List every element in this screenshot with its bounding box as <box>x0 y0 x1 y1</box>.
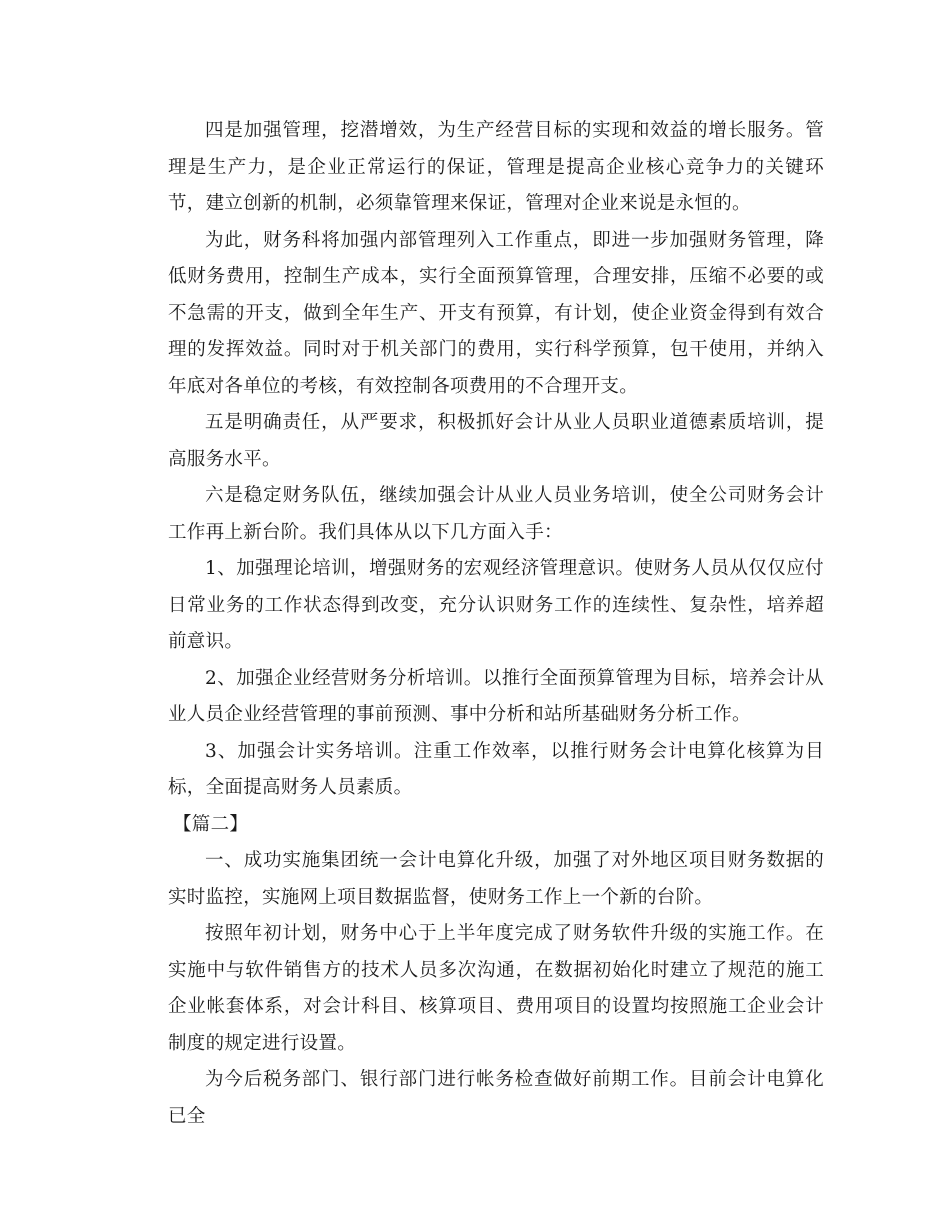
section-heading: 【篇二】 <box>173 813 249 835</box>
paragraph: 四是加强管理，挖潜增效，为生产经营目标的实现和效益的增长服务。管理是生产力，是企业正常运行的保证，管理是提高企业核心竞争力的关键环节，建立创新的机制，必须靠管理来保证，管理对企业来说是永恒的。 <box>168 120 824 214</box>
paragraph: 1、加强理论培训，增强财务的宏观经济管理意识。使财务人员从仅仅应付日常业务的工作状态得到改变，充分认识财务工作的连续性、复杂性，培养超前意识。 <box>168 558 824 652</box>
paragraph: 一、成功实施集团统一会计电算化升级，加强了对外地区项目财务数据的实时监控，实施网上项目数据监督，使财务工作上一个新的台阶。 <box>168 850 824 908</box>
paragraph: 五是明确责任，从严要求，积极抓好会计从业人员职业道德素质培训，提高服务水平。 <box>168 412 824 470</box>
paragraph: 2、加强企业经营财务分析培训。以推行全面预算管理为目标，培养会计从业人员企业经营管理的事前预测、事中分析和站所基础财务分析工作。 <box>168 667 824 725</box>
document-body <box>168 113 824 1135</box>
paragraph: 为此，财务科将加强内部管理列入工作重点，即进一步加强财务管理，降低财务费用，控制生产成本，实行全面预算管理，合理安排，压缩不必要的或不急需的开支，做到全年生产、开支有预算，有计划，使企业资金得到有效合理的发挥效益。同时对于机关部门的费用，实行科学预算，包干使用，并纳入年底对各单位的考核，有效控制各项费用的不合理开支。 <box>168 229 824 397</box>
paragraph: 按照年初计划，财务中心于上半年度完成了财务软件升级的实施工作。在实施中与软件销售方的技术人员多次沟通，在数据初始化时建立了规范的施工企业帐套体系，对会计科目、核算项目、费用项目的设置均按照施工企业会计制度的规定进行设置。 <box>168 923 824 1054</box>
paragraph: 3、加强会计实务培训。注重工作效率，以推行财务会计电算化核算为目标，全面提高财务人员素质。 <box>168 740 824 798</box>
paragraph: 为今后税务部门、银行部门进行帐务检查做好前期工作。目前会计电算化已全 <box>168 1069 824 1127</box>
paragraph: 六是稳定财务队伍，继续加强会计从业人员业务培训，使全公司财务会计工作再上新台阶。我们具体从以下几方面入手： <box>168 485 824 543</box>
